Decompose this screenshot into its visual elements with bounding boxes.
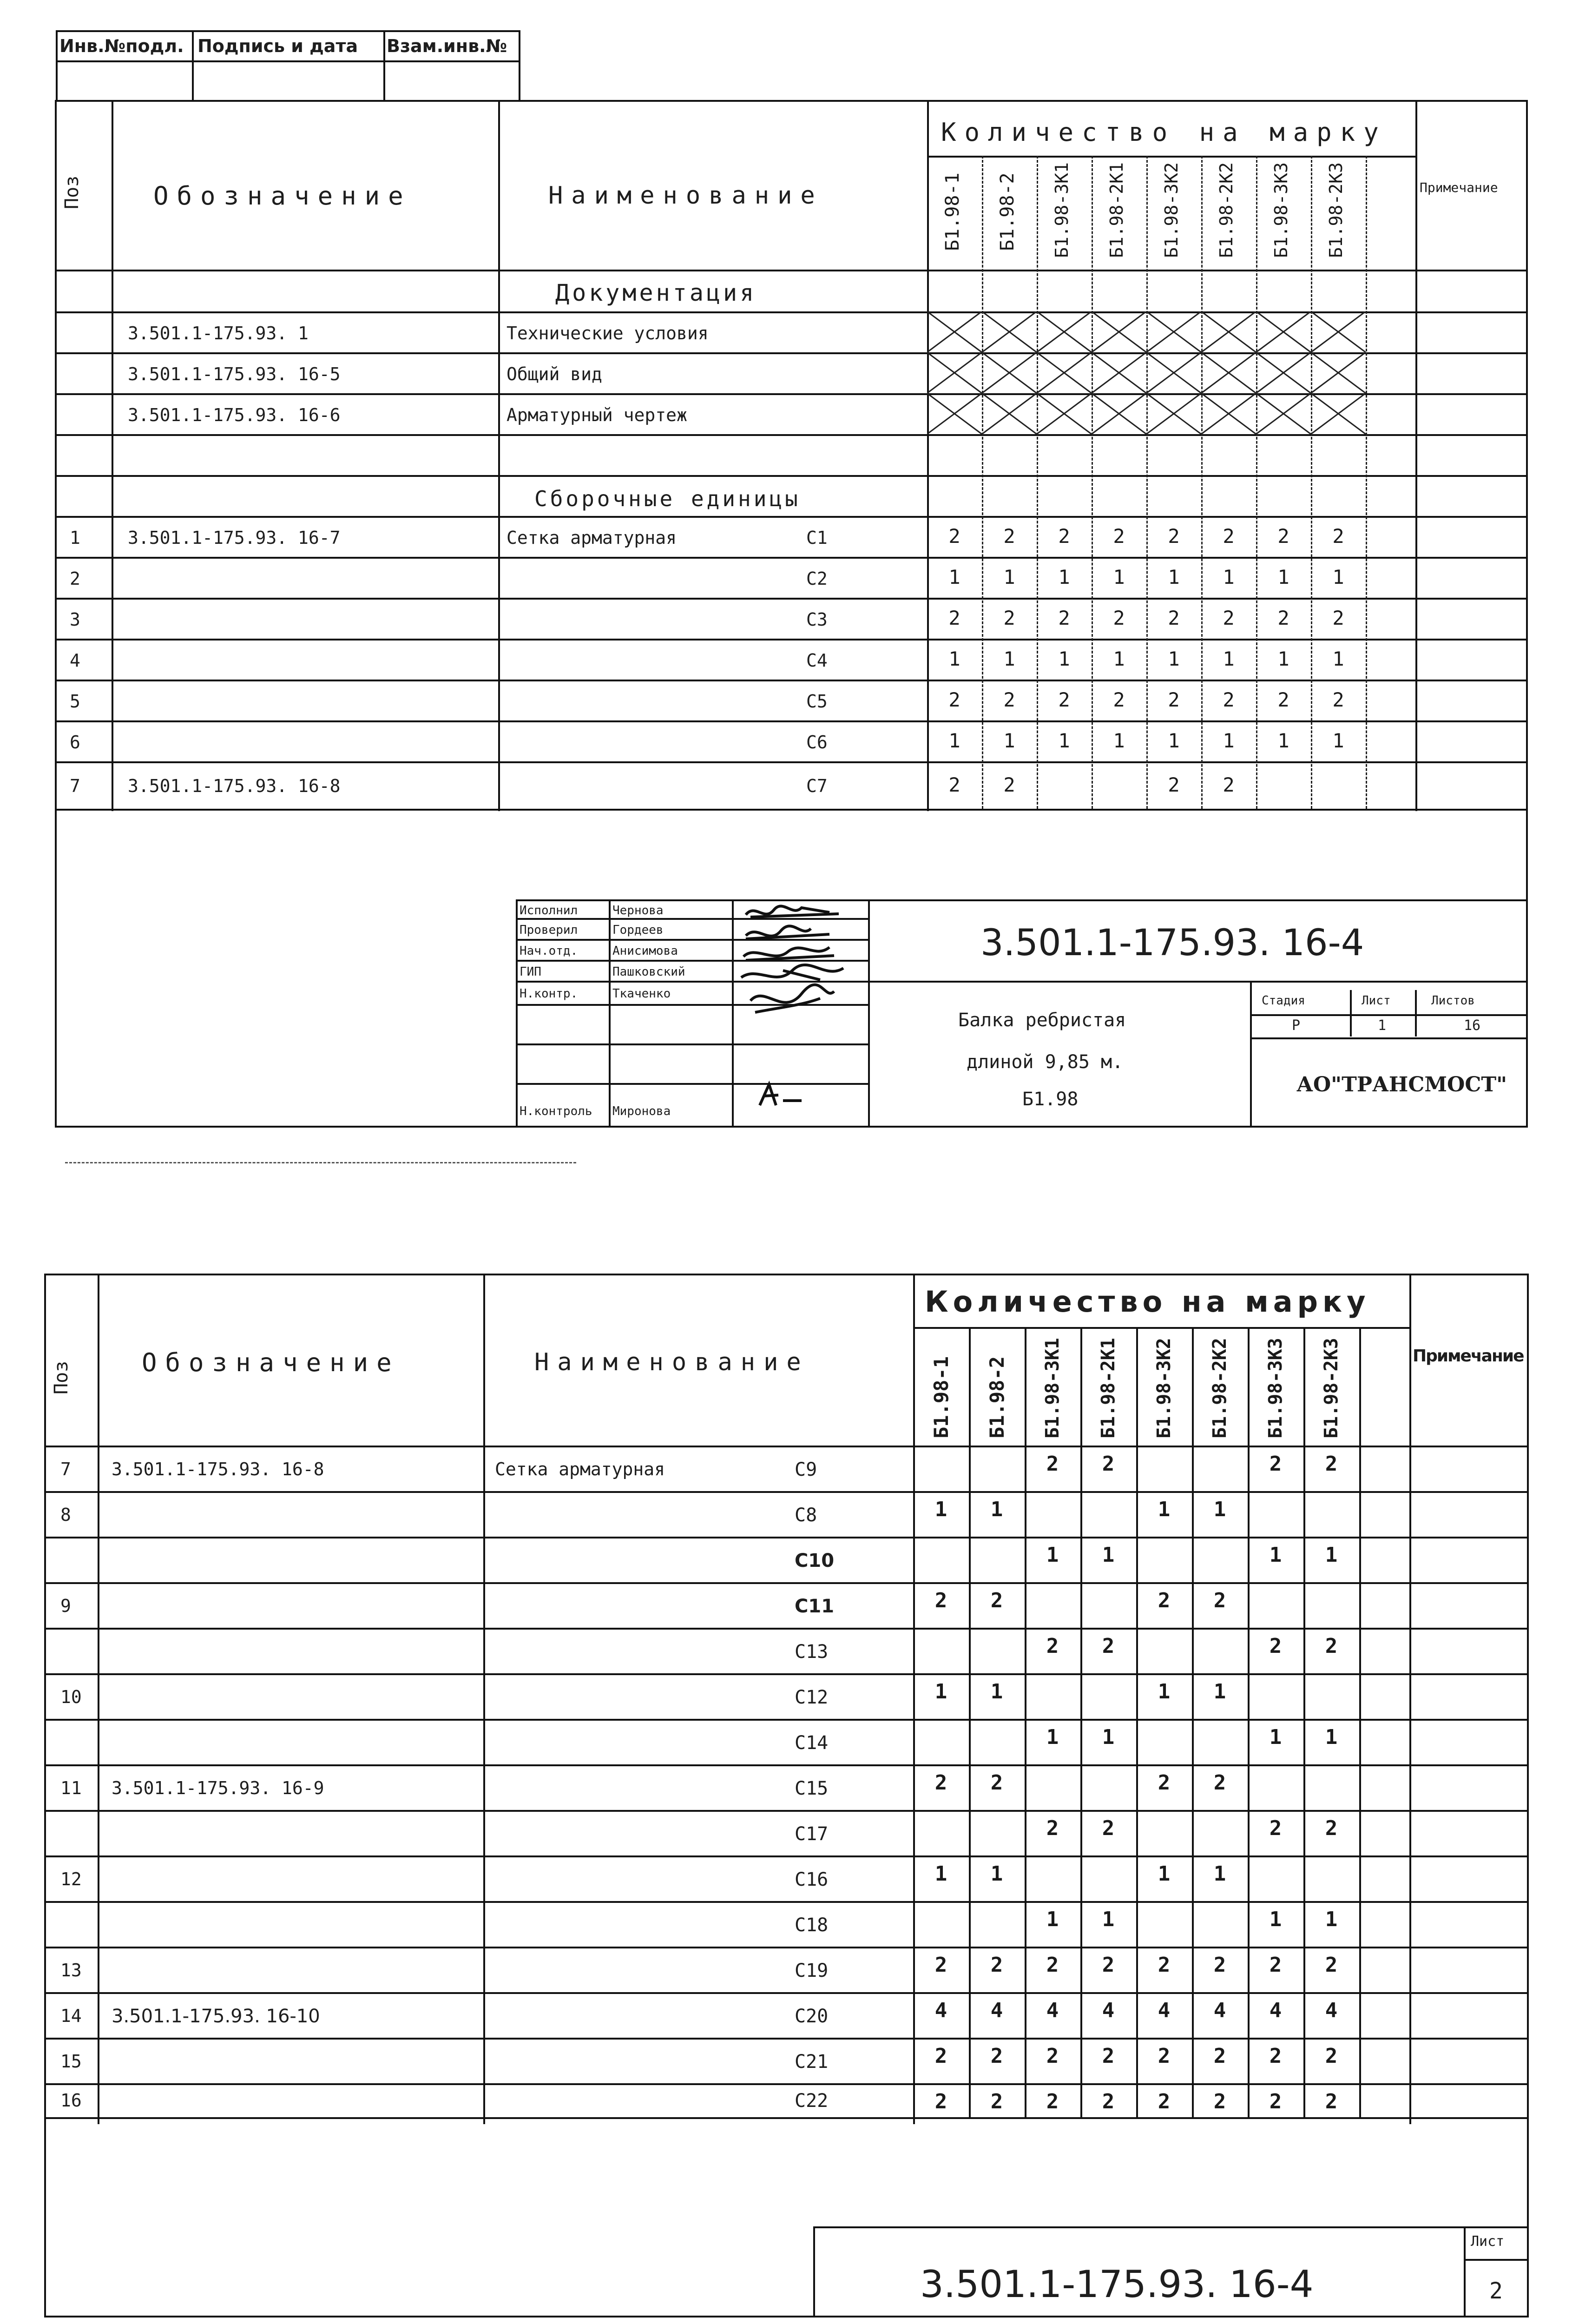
s2-row-code: С19 <box>795 1960 829 1981</box>
quantity-cell: 1 <box>1332 729 1344 752</box>
quantity-cell: 1 <box>948 647 960 670</box>
quantity-cell: 2 <box>1325 1452 1338 1476</box>
s2-designation-header: Обозначение <box>142 1348 400 1377</box>
s2-row-code: С22 <box>795 2090 829 2112</box>
quantity-cell: 1 <box>1223 566 1235 588</box>
quantity-cell: 1 <box>1158 1680 1171 1703</box>
tb-role-1: Исполнил <box>520 904 578 918</box>
quantity-cell: 1 <box>1277 729 1289 752</box>
quantity-cell: 1 <box>1168 729 1180 752</box>
quantity-cell: 2 <box>1168 773 1180 796</box>
s2-row-code: С10 <box>795 1550 835 1571</box>
quantity-cell: 2 <box>1046 2090 1059 2113</box>
s2-row-code: С8 <box>795 1505 817 1526</box>
s1-row-name: Сетка арматурная <box>507 528 677 548</box>
s1-mark-3: Б1.98-3К1 <box>1052 162 1072 258</box>
s1-mark-8: Б1.98-2К3 <box>1326 162 1346 258</box>
s1-docs-crosshatch <box>927 311 1366 434</box>
quantity-cell: 2 <box>1003 607 1015 629</box>
s1-quantity-title: Количество на марку <box>941 118 1387 147</box>
s1-row-pos: 4 <box>70 650 80 671</box>
quantity-cell: 2 <box>1269 2090 1282 2113</box>
s2-row-pos: 10 <box>60 1687 82 1707</box>
quantity-cell: 4 <box>934 1999 947 2022</box>
quantity-cell: 1 <box>1046 1725 1059 1749</box>
quantity-cell: 2 <box>1168 607 1180 629</box>
quantity-cell: 1 <box>1046 1908 1059 1931</box>
quantity-cell: 2 <box>948 525 960 548</box>
quantity-cell: 2 <box>1213 1589 1226 1612</box>
quantity-cell: 1 <box>934 1498 947 1521</box>
s1-mark-7: Б1.98-3К3 <box>1271 162 1291 258</box>
quantity-cell: 2 <box>1277 525 1289 548</box>
quantity-cell: 1 <box>1102 1725 1115 1749</box>
quantity-cell: 1 <box>934 1862 947 1886</box>
quantity-cell: 1 <box>948 566 960 588</box>
quantity-cell: 1 <box>1058 566 1070 588</box>
quantity-cell: 2 <box>1325 2044 1338 2068</box>
quantity-cell: 2 <box>1058 688 1070 711</box>
quantity-cell: 2 <box>1332 688 1344 711</box>
quantity-cell: 2 <box>1332 607 1344 629</box>
s1-note-header: Примечание <box>1420 180 1498 195</box>
quantity-cell: 2 <box>1046 1452 1059 1476</box>
quantity-cell: 2 <box>1158 1589 1171 1612</box>
tb-person-5: Ткаченко <box>612 987 671 1001</box>
quantity-cell: 2 <box>1046 1816 1059 1840</box>
s2-row-code: С12 <box>795 1687 829 1708</box>
s2-row-code: С11 <box>795 1596 835 1617</box>
s2-row-code: С21 <box>795 2051 829 2073</box>
quantity-cell: 2 <box>1003 525 1015 548</box>
tb-stage-label: Стадия <box>1262 994 1305 1008</box>
quantity-cell: 2 <box>1332 525 1344 548</box>
scan-artifact-line <box>65 1162 576 1163</box>
s2-mark-4: Б1.98-2К1 <box>1098 1338 1119 1439</box>
s1-doc-1-name: Технические условия <box>507 323 709 343</box>
s2-row-pos: 13 <box>60 1960 82 1981</box>
s1-section-assembly: Сборочные единицы <box>534 486 801 511</box>
tb-sheets-value: 16 <box>1464 1017 1481 1034</box>
quantity-cell: 2 <box>1223 525 1235 548</box>
quantity-cell: 2 <box>1158 1953 1171 1977</box>
s1-row-pos: 5 <box>70 691 80 712</box>
tb-sheet-label: Лист <box>1362 994 1391 1008</box>
quantity-cell: 2 <box>1325 1816 1338 1840</box>
tb-signatures <box>737 901 867 1124</box>
tb-description-1: Балка ребристая <box>958 1010 1126 1031</box>
s1-row-code: С4 <box>806 650 828 671</box>
quantity-cell: 1 <box>1102 1908 1115 1931</box>
s2-note-header: Примечание <box>1413 1347 1524 1366</box>
s2-row-pos: 11 <box>60 1778 82 1798</box>
quantity-cell: 2 <box>1158 2090 1171 2113</box>
tb-person-6: Миронова <box>612 1104 671 1118</box>
quantity-cell: 2 <box>1102 1452 1115 1476</box>
quantity-cell: 1 <box>1213 1862 1226 1886</box>
quantity-cell: 2 <box>990 2044 1003 2068</box>
quantity-cell: 2 <box>1223 607 1235 629</box>
quantity-cell: 2 <box>1325 1953 1338 1977</box>
quantity-cell: 1 <box>1158 1862 1171 1886</box>
s2-row-designation: 3.501.1-175.93. 16-10 <box>112 2006 320 2027</box>
quantity-cell: 1 <box>990 1498 1003 1521</box>
tb-role-4: ГИП <box>520 965 541 979</box>
quantity-cell: 2 <box>1325 2090 1338 2113</box>
tb-person-1: Чернова <box>612 904 664 918</box>
quantity-cell: 2 <box>1269 1816 1282 1840</box>
s2-row-pos: 12 <box>60 1869 82 1889</box>
quantity-cell: 1 <box>1213 1498 1226 1521</box>
quantity-cell: 4 <box>1269 1999 1282 2022</box>
s2-row-designation: 3.501.1-175.93. 16-8 <box>112 1459 324 1479</box>
quantity-cell: 1 <box>1003 647 1015 670</box>
s2-pos-header: Поз <box>51 1360 72 1394</box>
s1-mark-4: Б1.98-2К1 <box>1106 162 1127 258</box>
quantity-cell: 2 <box>934 1953 947 1977</box>
s1-row-pos: 2 <box>70 568 80 589</box>
tb-role-2: Проверил <box>520 923 578 937</box>
quantity-cell: 2 <box>1102 1634 1115 1658</box>
quantity-cell: 2 <box>1213 1953 1226 1977</box>
quantity-cell: 2 <box>1102 2044 1115 2068</box>
quantity-cell: 1 <box>1277 647 1289 670</box>
quantity-cell: 1 <box>1223 647 1235 670</box>
quantity-cell: 2 <box>1269 1634 1282 1658</box>
s1-mark-6: Б1.98-2К2 <box>1216 162 1237 258</box>
s1-row-code: С7 <box>806 776 828 796</box>
stamp-inv-label: Инв.№подл. <box>59 36 184 56</box>
s1-row-code: С1 <box>806 528 828 548</box>
quantity-cell: 2 <box>1158 1771 1171 1795</box>
tb-description-2: длиной 9,85 м. <box>967 1051 1124 1073</box>
quantity-cell: 1 <box>1277 566 1289 588</box>
tb-description-3: Б1.98 <box>1022 1089 1079 1110</box>
s2-row-pos: 9 <box>60 1596 71 1616</box>
s1-row-code: С3 <box>806 609 828 630</box>
s1-row-pos: 1 <box>70 528 80 548</box>
quantity-cell: 2 <box>1325 1634 1338 1658</box>
quantity-cell: 2 <box>934 1771 947 1795</box>
s2-row-pos: 7 <box>60 1459 71 1479</box>
quantity-cell: 1 <box>1223 729 1235 752</box>
quantity-cell: 2 <box>1269 1953 1282 1977</box>
quantity-cell: 4 <box>1213 1999 1226 2022</box>
s2-row-code: С18 <box>795 1915 829 1936</box>
tb-sheets-label: Листов <box>1431 994 1475 1008</box>
quantity-cell: 2 <box>1213 1771 1226 1795</box>
s1-pos-header: Поз <box>61 175 83 209</box>
quantity-cell: 1 <box>1113 566 1125 588</box>
s2-row-code: С15 <box>795 1778 829 1799</box>
quantity-cell: 2 <box>990 1589 1003 1612</box>
s1-row-code: С5 <box>806 691 828 712</box>
s2-row-code: С20 <box>795 2006 829 2027</box>
quantity-cell: 2 <box>1003 688 1015 711</box>
stamp-sign-label: Подпись и дата <box>197 36 358 56</box>
tb-company: АО"ТРАНСМОСТ" <box>1296 1073 1507 1096</box>
quantity-cell: 1 <box>990 1680 1003 1703</box>
quantity-cell: 2 <box>1223 773 1235 796</box>
quantity-cell: 1 <box>1058 647 1070 670</box>
quantity-cell: 1 <box>1058 729 1070 752</box>
quantity-cell: 2 <box>1277 688 1289 711</box>
quantity-cell: 2 <box>948 607 960 629</box>
s2-mark-7: Б1.98-3К3 <box>1265 1338 1286 1439</box>
s1-doc-2-designation: 3.501.1-175.93. 16-5 <box>128 364 341 384</box>
quantity-cell: 2 <box>1213 2090 1226 2113</box>
quantity-cell: 1 <box>1003 729 1015 752</box>
s2-sheet-label: Лист <box>1471 2233 1505 2250</box>
tb-role-5: Н.контр. <box>520 987 578 1001</box>
s1-doc-1-designation: 3.501.1-175.93. 1 <box>128 323 309 343</box>
s2-mark-3: Б1.98-3К1 <box>1042 1338 1063 1439</box>
quantity-cell: 2 <box>1113 525 1125 548</box>
quantity-cell: 1 <box>1325 1908 1338 1931</box>
tb-role-3: Нач.отд. <box>520 944 578 958</box>
s2-row-pos: 14 <box>60 2006 82 2026</box>
quantity-cell: 2 <box>1046 2044 1059 2068</box>
s2-quantity-title: Количество на марку <box>925 1285 1370 1319</box>
quantity-cell: 1 <box>1113 647 1125 670</box>
s2-row-pos: 15 <box>60 2051 82 2072</box>
s2-mark-1: Б1.98-1 <box>930 1356 953 1439</box>
quantity-cell: 2 <box>1058 525 1070 548</box>
s2-row-pos: 16 <box>60 2090 82 2111</box>
s1-row-designation: 3.501.1-175.93. 16-7 <box>128 528 341 548</box>
quantity-cell: 1 <box>1269 1908 1282 1931</box>
quantity-cell: 2 <box>1046 1953 1059 1977</box>
s1-row-pos: 6 <box>70 732 80 753</box>
quantity-cell: 2 <box>1277 607 1289 629</box>
quantity-cell: 2 <box>990 1771 1003 1795</box>
quantity-cell: 2 <box>1168 688 1180 711</box>
quantity-cell: 2 <box>990 2090 1003 2113</box>
quantity-cell: 2 <box>934 1589 947 1612</box>
s1-row-pos: 7 <box>70 776 80 796</box>
s2-row-code: С9 <box>795 1459 817 1480</box>
s1-designation-header: Обозначение <box>153 181 412 211</box>
s2-mark-2: Б1.98-2 <box>986 1356 1008 1439</box>
s1-row-designation: 3.501.1-175.93. 16-8 <box>128 776 341 796</box>
s1-mark-2: Б1.98-2 <box>997 172 1018 251</box>
quantity-cell: 2 <box>1269 1452 1282 1476</box>
tb-doc-number: 3.501.1-175.93. 16-4 <box>980 922 1364 964</box>
quantity-cell: 1 <box>1213 1680 1226 1703</box>
quantity-cell: 2 <box>1102 1816 1115 1840</box>
quantity-cell: 2 <box>1058 607 1070 629</box>
quantity-cell: 2 <box>1113 607 1125 629</box>
quantity-cell: 1 <box>1269 1543 1282 1567</box>
s1-doc-3-name: Арматурный чертеж <box>507 405 687 425</box>
s2-mark-6: Б1.98-2К2 <box>1209 1338 1230 1439</box>
quantity-cell: 2 <box>934 2044 947 2068</box>
quantity-cell: 2 <box>948 688 960 711</box>
quantity-cell: 1 <box>1003 566 1015 588</box>
quantity-cell: 1 <box>948 729 960 752</box>
quantity-cell: 2 <box>1046 1634 1059 1658</box>
quantity-cell: 2 <box>1269 2044 1282 2068</box>
s1-doc-2-name: Общий вид <box>507 364 602 384</box>
s2-name-header: Наименование <box>534 1348 809 1376</box>
tb-person-2: Гордеев <box>612 923 664 937</box>
s1-name-header: Наименование <box>548 182 823 210</box>
s1-row-pos: 3 <box>70 609 80 630</box>
quantity-cell: 2 <box>948 773 960 796</box>
s1-section-docs: Документация <box>555 279 757 306</box>
quantity-cell: 2 <box>990 1953 1003 1977</box>
quantity-cell: 2 <box>1113 688 1125 711</box>
quantity-cell: 1 <box>990 1862 1003 1886</box>
quantity-cell: 4 <box>1102 1999 1115 2022</box>
s2-doc-number: 3.501.1-175.93. 16-4 <box>920 2263 1314 2306</box>
tb-person-3: Анисимова <box>612 944 678 958</box>
tb-person-4: Пашковский <box>612 965 685 979</box>
s2-row-code: С17 <box>795 1823 829 1845</box>
quantity-cell: 1 <box>1332 566 1344 588</box>
quantity-cell: 2 <box>1102 2090 1115 2113</box>
quantity-cell: 1 <box>1102 1543 1115 1567</box>
quantity-cell: 4 <box>1158 1999 1171 2022</box>
s1-row-code: С6 <box>806 732 828 753</box>
s1-mark-5: Б1.98-3К2 <box>1161 162 1182 258</box>
quantity-cell: 2 <box>1168 525 1180 548</box>
tb-role-6: Н.контроль <box>520 1104 592 1118</box>
quantity-cell: 1 <box>1269 1725 1282 1749</box>
tb-stage-value: Р <box>1292 1017 1301 1034</box>
quantity-cell: 2 <box>1213 2044 1226 2068</box>
quantity-cell: 1 <box>1168 647 1180 670</box>
s2-row-designation: 3.501.1-175.93. 16-9 <box>112 1778 324 1798</box>
s2-sheet-number: 2 <box>1489 2278 1503 2304</box>
s2-row-name: Сетка арматурная <box>495 1459 665 1479</box>
s2-mark-8: Б1.98-2К3 <box>1321 1338 1342 1439</box>
quantity-cell: 1 <box>1168 566 1180 588</box>
s2-mark-5: Б1.98-3К2 <box>1153 1338 1175 1439</box>
quantity-cell: 4 <box>1046 1999 1059 2022</box>
s2-row-pos: 8 <box>60 1505 71 1525</box>
s2-row-code: С13 <box>795 1641 829 1663</box>
quantity-cell: 2 <box>1102 1953 1115 1977</box>
quantity-cell: 1 <box>1332 647 1344 670</box>
quantity-cell: 1 <box>1046 1543 1059 1567</box>
quantity-cell: 4 <box>990 1999 1003 2022</box>
stamp-replace-label: Взам.инв.№ <box>387 36 507 56</box>
s2-row-code: С16 <box>795 1869 829 1890</box>
quantity-cell: 2 <box>934 2090 947 2113</box>
quantity-cell: 2 <box>1158 2044 1171 2068</box>
quantity-cell: 1 <box>1113 729 1125 752</box>
s1-mark-1: Б1.98-1 <box>942 172 963 251</box>
tb-sheet-value: 1 <box>1378 1017 1387 1034</box>
s1-doc-3-designation: 3.501.1-175.93. 16-6 <box>128 405 341 425</box>
quantity-cell: 2 <box>1223 688 1235 711</box>
quantity-cell: 1 <box>1325 1725 1338 1749</box>
quantity-cell: 1 <box>934 1680 947 1703</box>
s2-row-code: С14 <box>795 1732 829 1754</box>
quantity-cell: 4 <box>1325 1999 1338 2022</box>
quantity-cell: 1 <box>1325 1543 1338 1567</box>
quantity-cell: 1 <box>1158 1498 1171 1521</box>
quantity-cell: 2 <box>1003 773 1015 796</box>
s1-row-code: С2 <box>806 568 828 589</box>
